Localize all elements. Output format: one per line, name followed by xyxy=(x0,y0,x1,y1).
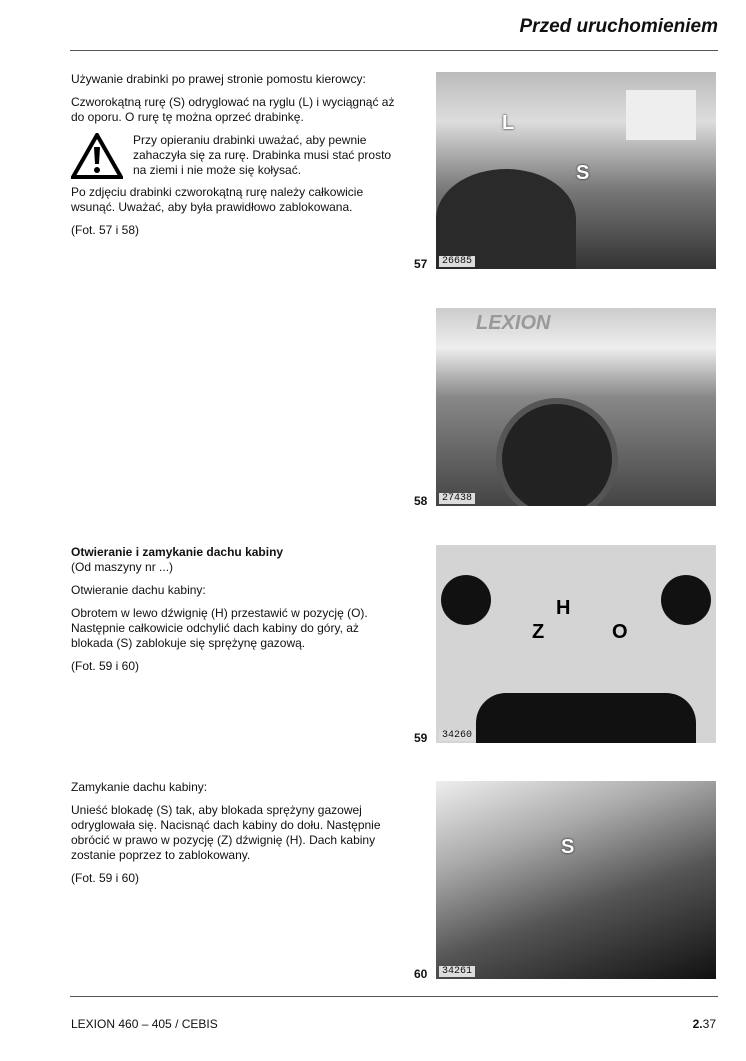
brand-logo: LEXION xyxy=(476,312,551,334)
footer-rule xyxy=(70,996,718,997)
section-close xyxy=(71,780,401,894)
open-label: Otwieranie dachu kabiny: xyxy=(71,583,206,597)
section-ladder xyxy=(71,72,401,246)
figure-58 xyxy=(436,308,716,506)
callout-S: S xyxy=(561,836,575,858)
photo-id: 27438 xyxy=(439,493,475,504)
warning-block xyxy=(71,133,401,179)
page-in-chapter: 37 xyxy=(702,1017,716,1031)
close-text: Unieść blokadę (S) tak, aby blokada sprężyny gazowej odryglowała się. Nacisnąć dach kabiny do dołu. Następnie obrócić w prawo w pozycję (Z) dźwignię (H). Dach kabiny zostanie poprzez to zablokowany. xyxy=(71,803,381,862)
figure-ref: (Fot. 59 i 60) xyxy=(71,659,140,673)
photo-id: 34260 xyxy=(439,730,475,741)
chapter-number: 2. xyxy=(692,1017,703,1031)
figure-number: 60 xyxy=(414,967,428,981)
section-roof xyxy=(71,545,401,682)
callout-H: H xyxy=(556,597,571,619)
section-heading: Otwieranie i zamykanie dachu kabiny xyxy=(71,545,284,559)
callout-L: L xyxy=(502,112,515,134)
page-title: Przed uruchomieniem xyxy=(519,16,718,37)
photo-id: 34261 xyxy=(439,966,475,977)
paragraph: Po zdjęciu drabinki czworokątną rurę należy całkowicie wsunąć. Uważać, aby była prawidłowo zablokowana. xyxy=(71,185,364,214)
figure-57 xyxy=(436,72,716,269)
page-number xyxy=(693,1017,716,1031)
figure-59 xyxy=(436,545,716,743)
figure-number: 57 xyxy=(414,257,428,271)
figure-number: 59 xyxy=(414,731,428,745)
paragraph: Czworokątną rurę (S) odryglować na ryglu (L) i wyciągnąć aż do oporu. O rurę tę można oprzeć drabinkę. xyxy=(71,95,395,124)
callout-S: S xyxy=(576,162,590,184)
figure-ref: (Fot. 59 i 60) xyxy=(71,871,140,885)
intro: Używanie drabinki po prawej stronie pomostu kierowcy: xyxy=(71,72,366,86)
warning-text: Przy opieraniu drabinki uważać, aby pewnie zahaczyła się za rurę. Drabinka musi stać prosto na ziemi i nie może się kołysać. xyxy=(133,133,392,177)
header-rule xyxy=(70,50,718,51)
footer-model: LEXION 460 – 405 / CEBIS xyxy=(71,1017,218,1031)
close-label: Zamykanie dachu kabiny: xyxy=(71,780,208,794)
figure-60 xyxy=(436,781,716,979)
callout-O: O xyxy=(612,621,628,643)
callout-Z: Z xyxy=(532,621,545,643)
figure-number: 58 xyxy=(414,494,428,508)
warning-icon xyxy=(71,133,123,179)
photo-id: 26685 xyxy=(439,256,475,267)
subtitle: (Od maszyny nr ...) xyxy=(71,560,174,574)
open-text: Obrotem w lewo dźwignię (H) przestawić w pozycję (O). Następnie całkowicie odchylić dach kabiny do góry, aż blokada (S) zablokuje się sprężynę gazową. xyxy=(71,606,368,650)
figure-ref: (Fot. 57 i 58) xyxy=(71,223,140,237)
